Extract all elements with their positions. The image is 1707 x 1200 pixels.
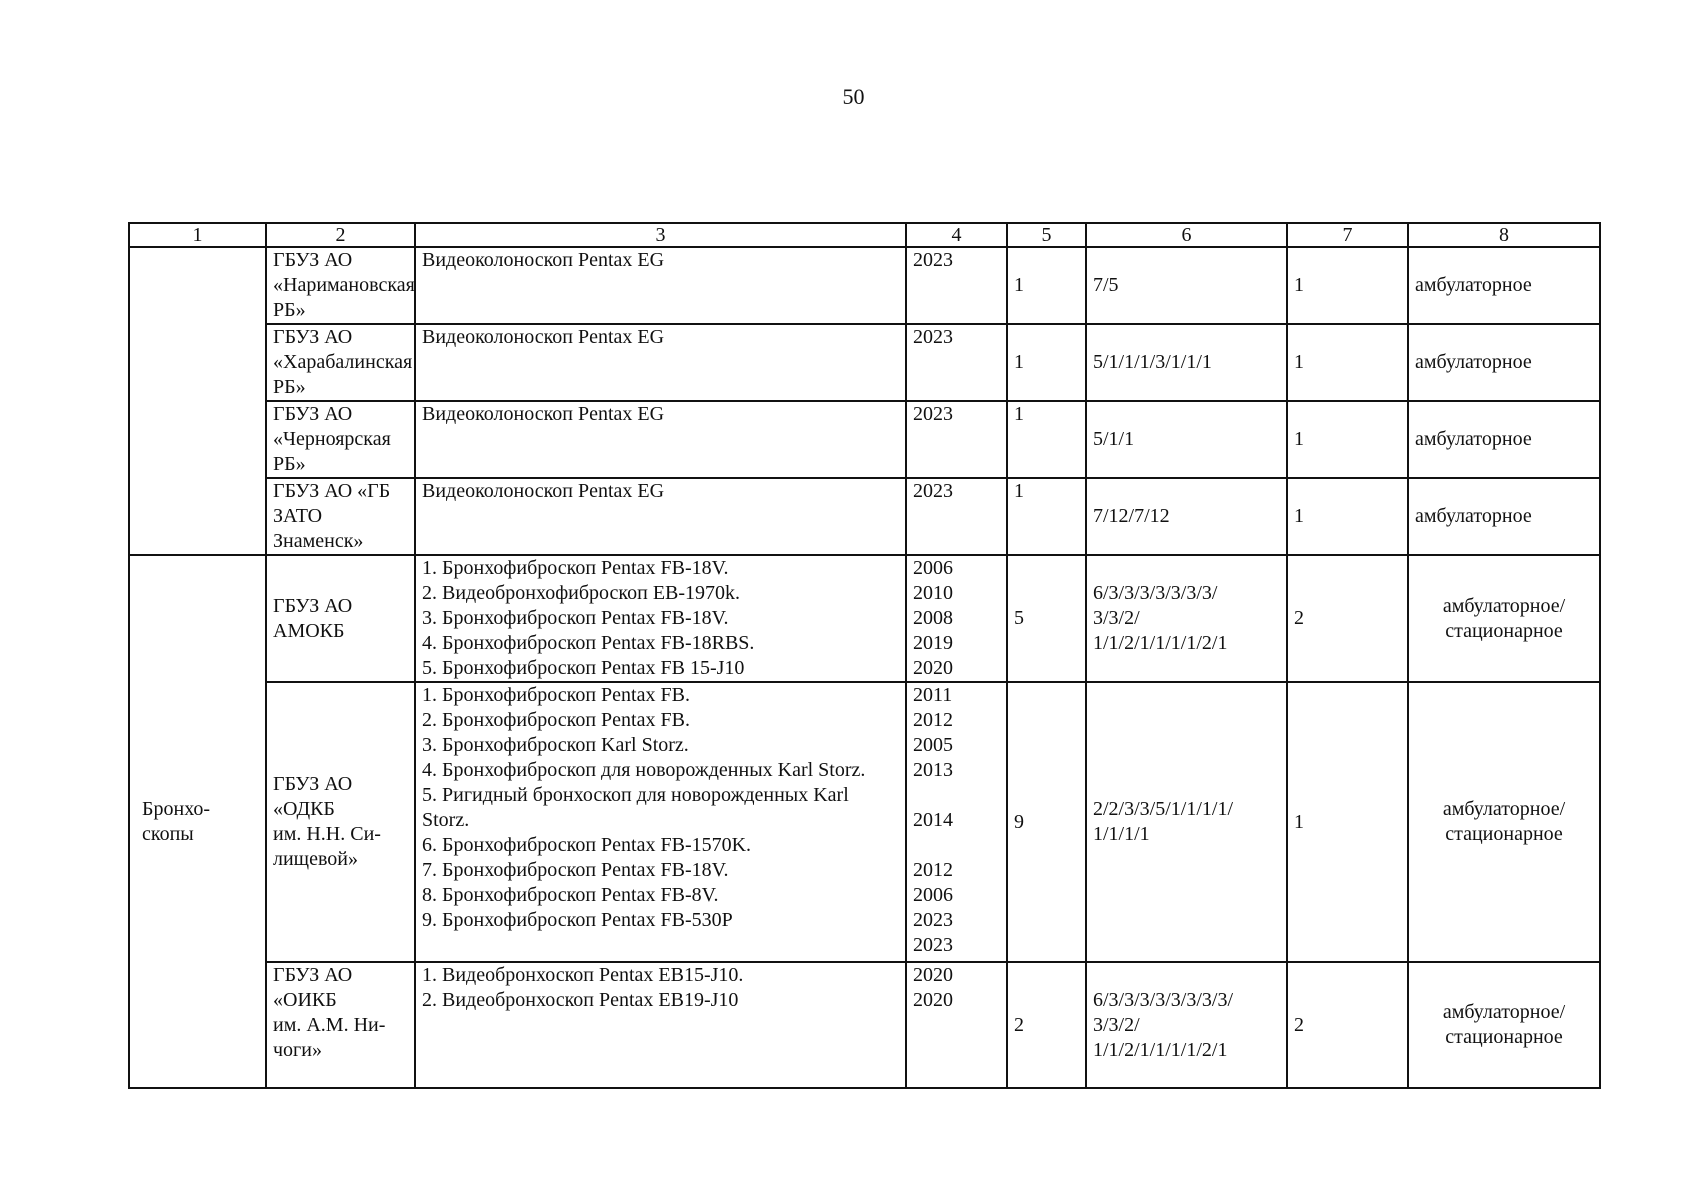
year-line: 2005 [913,734,953,756]
col7-cell: 2 [1287,962,1408,1088]
col6-line: 2/2/3/3/5/1/1/1/1/ [1093,798,1234,820]
col-header-5: 5 [1007,223,1086,247]
col6-line: 6/3/3/3/3/3/3/3/ [1093,582,1218,604]
device-line: 3. Бронхофиброскоп Karl Storz. [422,734,689,756]
year-cell [906,555,1007,682]
device-cell [415,324,906,401]
year-cell [906,962,1007,1088]
col6-cell [1086,962,1287,1088]
table-row [129,247,1600,324]
col7-cell: 2 [1287,555,1408,682]
org-line: ГБУЗ АО [273,326,353,348]
device-line: Видеоколоноскоп Pentax EG [422,403,665,425]
col8-cell [1408,555,1600,682]
device-cell [415,478,906,555]
year-line: 2020 [913,657,953,679]
device-line: 8. Бронхофиброскоп Pentax FB-8V. [422,884,719,906]
table-row [129,401,1600,478]
org-line: ГБУЗ АО [273,249,353,271]
col8-cell [1408,682,1600,962]
year-line: 2023 [913,403,953,425]
org-line: ГБУЗ АО [273,773,353,795]
device-line: 3. Бронхофиброскоп Pentax FB-18V. [422,607,729,629]
year-cell [906,247,1007,324]
year-line: 2023 [913,934,953,956]
year-line: 2006 [913,557,953,579]
org-cell [266,478,415,555]
device-line: 1. Бронхофиброскоп Pentax FB-18V. [422,557,729,579]
year-line: 2013 [913,759,953,781]
org-line: АМОКБ [273,619,345,642]
table-row [129,682,1600,962]
device-line: Видеоколоноскоп Pentax EG [422,480,665,502]
header-row [129,223,1600,247]
count-cell: 1 [1007,478,1086,555]
device-line: Видеоколоноскоп Pentax EG [422,326,665,348]
org-line: ГБУЗ АО [273,594,353,617]
category-cell [129,555,266,1088]
table-row [129,555,1600,682]
col6-cell: 5/1/1/1/3/1/1/1 [1086,324,1287,401]
device-line: 1. Видеобронхоскоп Pentax EB15-J10. [422,964,744,986]
year-line: 2019 [913,632,953,654]
col8-cell: амбулаторное [1408,247,1600,324]
col6-cell [1086,555,1287,682]
year-line: 2023 [913,480,953,502]
device-line: Видеоколоноскоп Pentax EG [422,249,665,271]
year-line: 2020 [913,964,953,986]
category-line: Бронхо- [142,797,211,820]
org-cell [266,962,415,1088]
device-line: 1. Бронхофиброскоп Pentax FB. [422,684,690,706]
org-line: «ОДКБ [273,798,335,820]
org-line: «Наримановская РБ» [273,274,415,321]
col8-line: стационарное [1445,619,1563,642]
org-line: ГБУЗ АО [273,964,353,986]
col8-cell: амбулаторное [1408,401,1600,478]
device-cell [415,247,906,324]
category-line: скопы [142,822,194,845]
col6-line: 3/3/2/ [1093,1013,1140,1036]
col6-cell: 7/12/7/12 [1086,478,1287,555]
org-line: им. Н.Н. Си- [273,823,381,845]
col-header-2: 2 [266,223,415,247]
count-cell: 1 [1007,247,1086,324]
org-cell [266,324,415,401]
col6-line: 1/1/2/1/1/1/1/2/1 [1093,1038,1228,1061]
org-line: лищевой» [273,848,358,870]
col-header-6: 6 [1086,223,1287,247]
device-line: 9. Бронхофиброскоп Pentax FB-530P [422,909,733,931]
year-cell [906,324,1007,401]
col8-line: стационарное [1445,1026,1563,1048]
count-cell: 1 [1007,324,1086,401]
col8-cell: амбулаторное [1408,324,1600,401]
year-line [913,783,1000,808]
device-line: 7. Бронхофиброскоп Pentax FB-18V. [422,859,729,881]
col-header-4: 4 [906,223,1007,247]
col-header-7: 7 [1287,223,1408,247]
table-row [129,478,1600,555]
org-cell [266,555,415,682]
col6-line: 1/1/2/1/1/1/1/2/1 [1093,632,1228,654]
year-line: 2006 [913,884,953,906]
org-line: «Харабалинская РБ» [273,351,413,398]
org-line: чоги» [273,1039,322,1061]
year-line [913,833,1000,858]
year-line: 2023 [913,909,953,931]
page-number: 50 [842,84,865,109]
year-cell [906,682,1007,962]
col-header-3: 3 [415,223,906,247]
device-cell [415,682,906,962]
col7-cell: 1 [1287,324,1408,401]
col7-cell: 1 [1287,401,1408,478]
year-line: 2011 [913,684,953,706]
year-cell [906,478,1007,555]
device-cell [415,962,906,1088]
col-header-1: 1 [129,223,266,247]
device-line: 2. Видеобронхоскоп Pentax EB19-J10 [422,989,739,1011]
device-line: 2. Бронхофиброскоп Pentax FB. [422,709,690,731]
org-line: «ОИКБ [273,989,337,1011]
year-line: 2023 [913,326,953,348]
device-line: 5. Ригидный бронхоскоп для новорожденных Karl Storz. [422,784,849,831]
device-line: 5. Бронхофиброскоп Pentax FB 15-J10 [422,657,745,679]
col6-line: 1/1/1/1 [1093,823,1150,845]
org-cell [266,682,415,962]
col6-cell [1086,682,1287,962]
col8-cell [1408,962,1600,1088]
col8-line: амбулаторное/ [1442,798,1566,820]
device-line: 4. Бронхофиброскоп Pentax FB-18RBS. [422,632,755,654]
device-line: 6. Бронхофиброскоп Pentax FB-1570K. [422,834,752,856]
category-cell-empty [129,247,266,555]
device-line: 2. Видеобронхофиброскоп EB-1970k. [422,582,741,604]
year-cell [906,401,1007,478]
org-cell [266,247,415,324]
org-line: «Черноярская РБ» [273,428,391,475]
year-line: 2008 [913,607,953,629]
count-cell: 9 [1007,682,1086,962]
device-cell [415,555,906,682]
col-header-8: 8 [1408,223,1600,247]
device-cell [415,401,906,478]
col7-cell: 1 [1287,478,1408,555]
year-line: 2010 [913,582,953,604]
year-line: 2014 [913,809,953,831]
col7-cell: 1 [1287,247,1408,324]
year-line: 2023 [913,249,953,271]
col6-cell: 7/5 [1086,247,1287,324]
count-cell: 2 [1007,962,1086,1088]
year-line: 2020 [913,989,953,1011]
col8-cell: амбулаторное [1408,478,1600,555]
count-cell: 5 [1007,555,1086,682]
col6-line: 3/3/2/ [1093,607,1140,629]
table-row [129,962,1600,1088]
org-line: ГБУЗ АО «ГБ ЗАТО Знаменск» [273,480,391,552]
count-cell: 1 [1007,401,1086,478]
org-line: им. А.М. Ни- [273,1014,386,1036]
year-line: 2012 [913,859,953,881]
col8-line: амбулаторное/ [1442,1001,1566,1023]
device-line: 4. Бронхофиброскоп для новорожденных Karl Storz. [422,759,866,781]
col7-cell: 1 [1287,682,1408,962]
col6-cell: 5/1/1 [1086,401,1287,478]
org-line: ГБУЗ АО [273,403,353,425]
equipment-table [128,222,1601,1089]
col8-line: стационарное [1445,823,1563,845]
table-row [129,324,1600,401]
col6-line: 6/3/3/3/3/3/3/3/3/ [1093,988,1234,1011]
year-line: 2012 [913,709,953,731]
col8-line: амбулаторное/ [1442,594,1566,617]
org-cell [266,401,415,478]
